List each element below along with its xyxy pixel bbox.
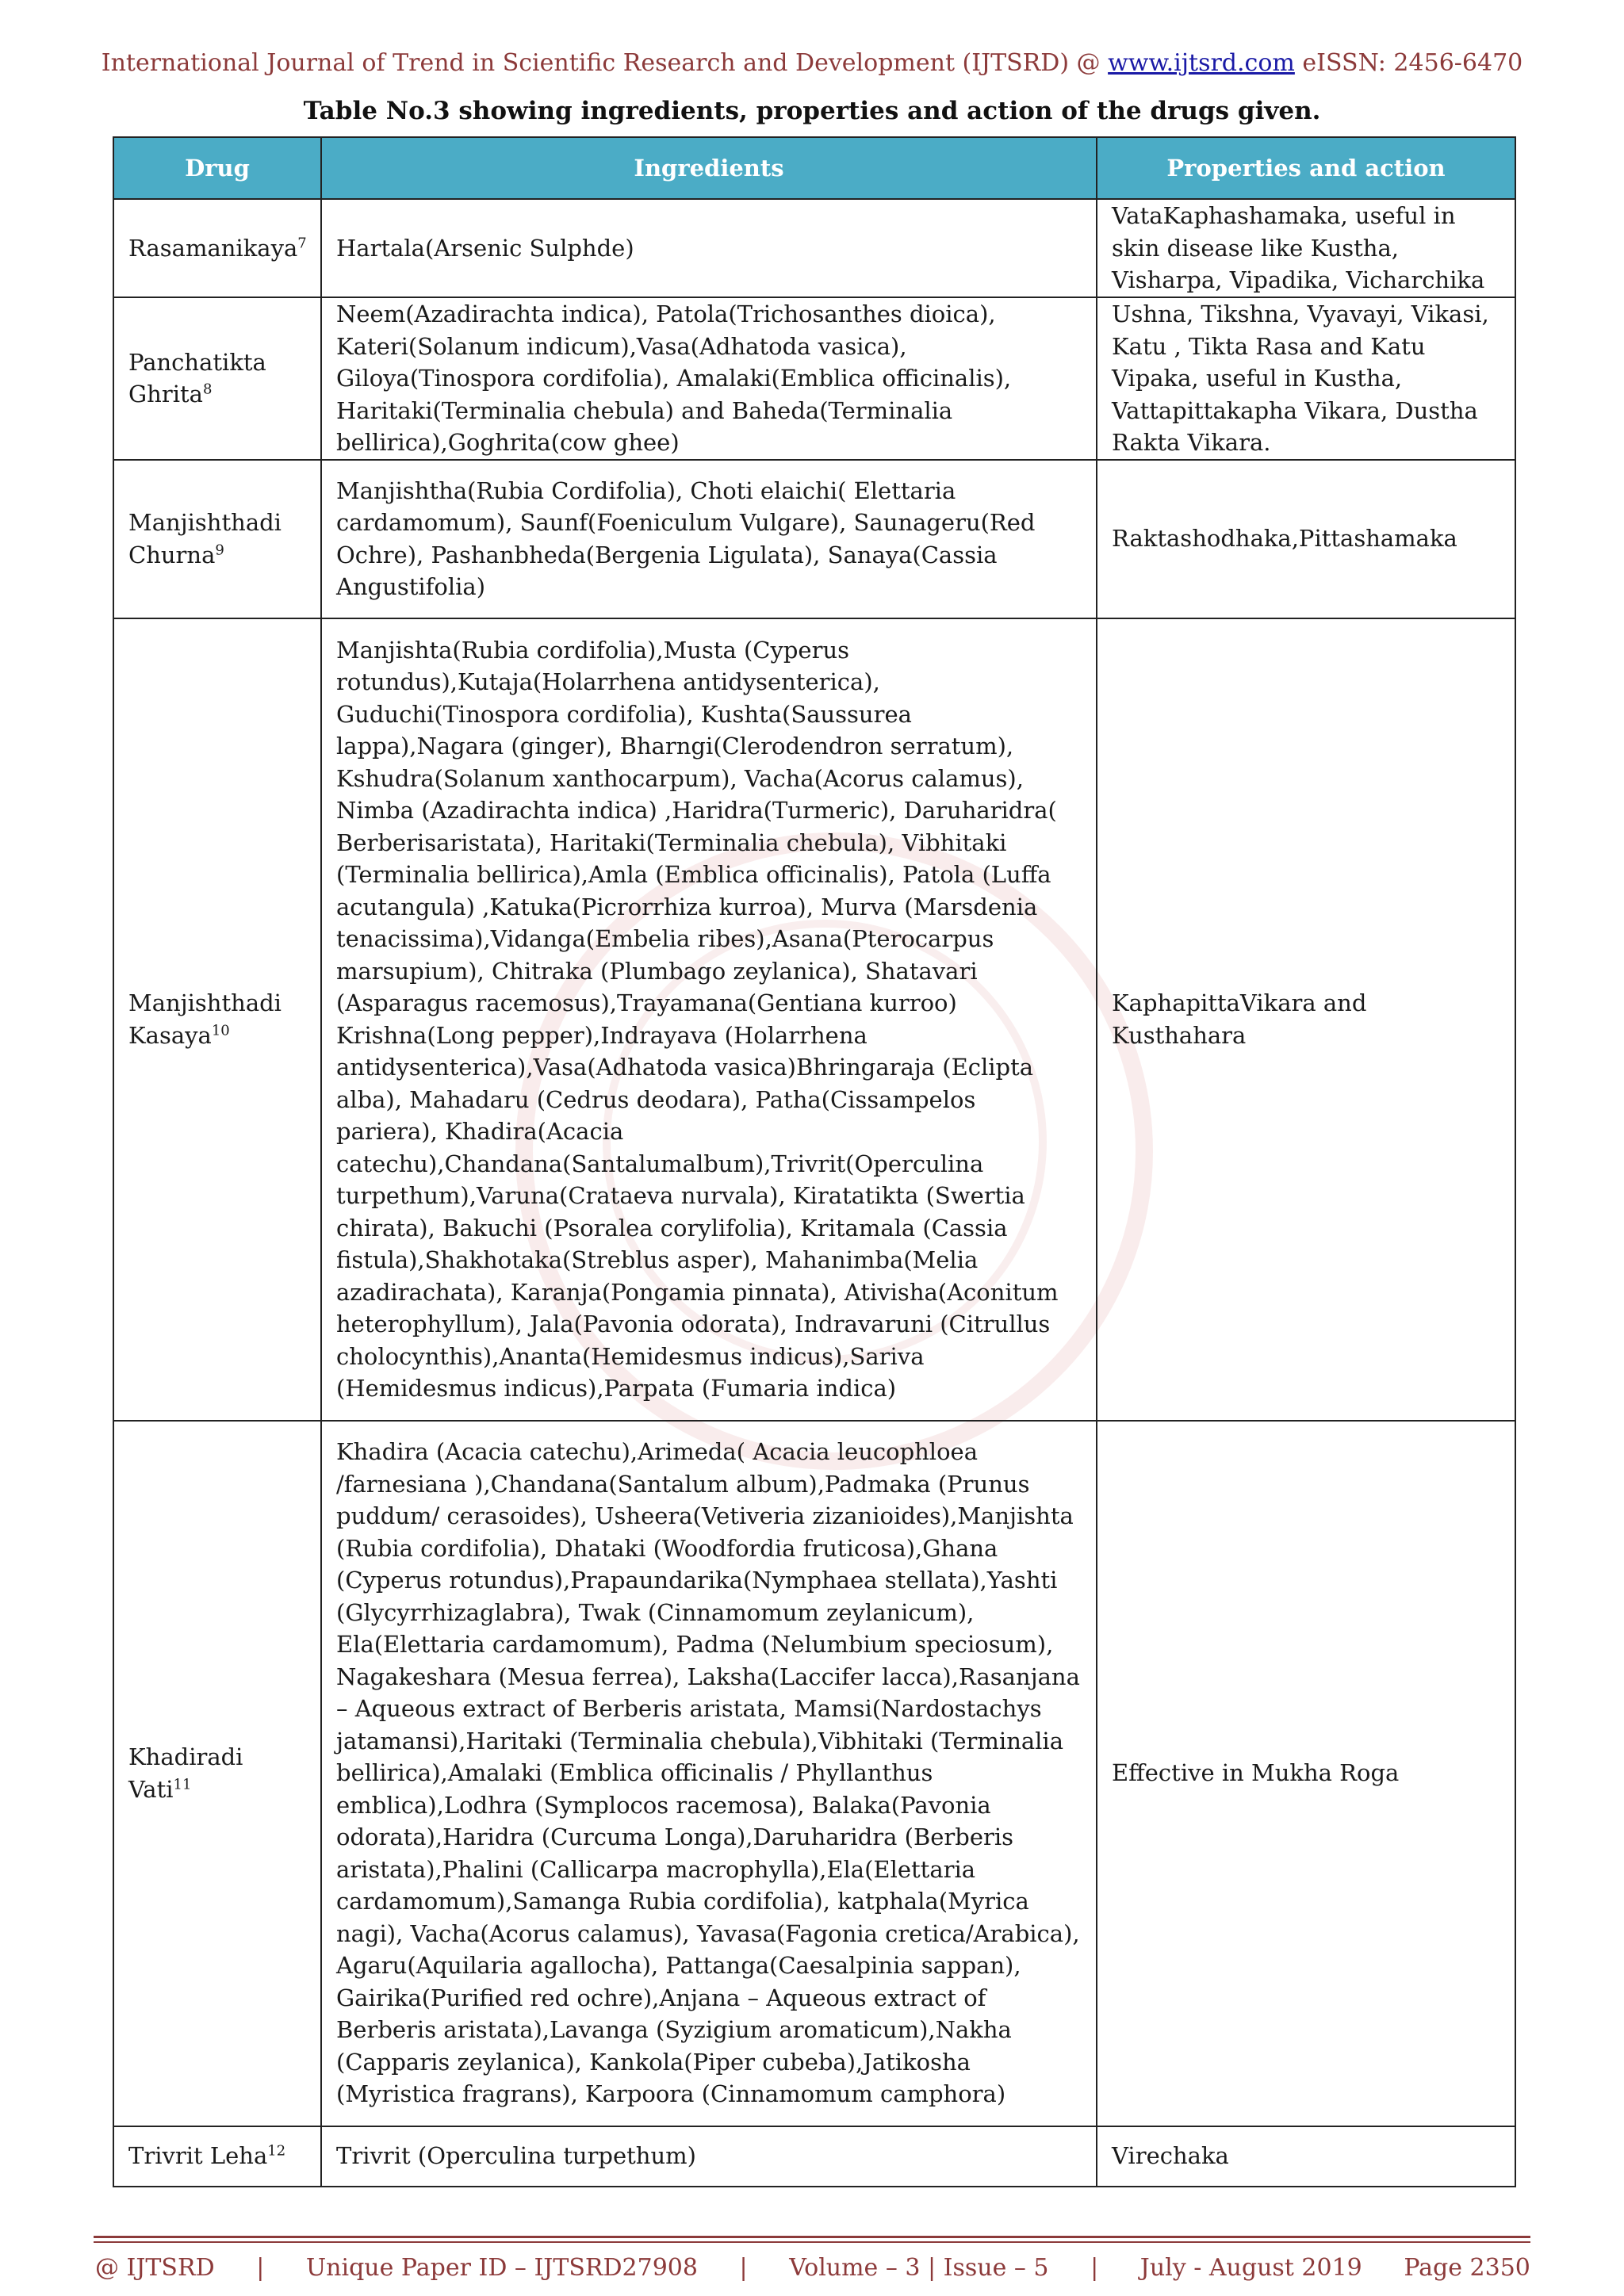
ingredients-cell: Neem(Azadirachta indica), Patola(Trichosanthes dioica), Kateri(Solanum indicum),Vasa(Adhatoda vasica), Giloya(Tinospora cordifolia), Amalaki(Emblica officinalis), Haritaki(Terminalia chebula) and Baheda(Terminalia bellirica),Goghrita(cow ghee) — [321, 297, 1097, 460]
footer-rule-top — [94, 2236, 1530, 2238]
journal-issn: eISSN: 2456-6470 — [1302, 49, 1523, 77]
ingredients-cell: Khadira (Acacia catechu),Arimeda( Acacia leucophloea /farnesiana ),Chandana(Santalum album),Padmaka (Prunus puddum/ cerasoides), Usheera(Vetiveria zizanioides),Manjishta (Rubia cordifolia), Dhataki (Woodfordia fruticosa),Ghana (Cyperus rotundus),Prapaundarika(Nymphaea stellata),Yashti (Glycyrrhizaglabra), Twak (Cinnamomum zeylanicum), Ela(Elettaria cardamomum), Padma (Nelumbium speciosum), Nagakeshara (Mesua ferrea), Laksha(Laccifer lacca),Rasanjana – Aqueous extract of Berberis aristata, Mamsi(Nardostachys jatamansi),Haritaki (Terminalia chebula),Vibhitaki (Terminalia bellirica),Amalaki (Emblica officinalis / Phyllanthus emblica),Lodhra (Symplocos racemosa), Balaka(Pavonia odorata),Haridra (Curcuma Longa),Daruharidra (Berberis aristata),Phalini (Callicarpa macrophylla),Ela(Elettaria cardamomum),Samanga Rubia cordifolia), katphala(Myrica nagi), Vacha(Acorus calamus), Yavasa(Fagonia cretica/Arabica), Agaru(Aquilaria agallocha), Pattanga(Caesalpinia sappan), Gairika(Purified red ochre),Anjana – Aqueous extract of Berberis aristata),Lavanga (Syzigium aromaticum),Nakha (Capparis zeylanica), Kankola(Piper cubeba),Jatikosha (Myristica fragrans), Karpoora (Cinnamomum camphora) — [321, 1421, 1097, 2126]
running-header — [0, 49, 1624, 77]
drug-cell — [113, 199, 321, 297]
drug-name: Panchatikta Ghrita — [128, 348, 266, 408]
footer-separator: | — [1090, 2254, 1099, 2282]
table-caption: Table No.3 showing ingredients, properties and action of the drugs given. — [303, 97, 1321, 125]
ingredients-cell: Trivrit (Operculina turpethum) — [321, 2126, 1097, 2187]
column-header-properties: Properties and action — [1097, 137, 1515, 199]
drug-table — [113, 136, 1516, 2187]
reference-number: 10 — [211, 1021, 230, 1039]
properties-cell: Virechaka — [1097, 2126, 1515, 2187]
running-footer — [95, 2254, 1530, 2282]
reference-number: 7 — [297, 235, 307, 252]
properties-cell: Ushna, Tikshna, Vyavayi, Vikasi, Katu , Tikta Rasa and Katu Vipaka, useful in Kustha, Vattapittakapha Vikara, Dustha Rakta Vikara. — [1097, 297, 1515, 460]
reference-number: 12 — [267, 2142, 286, 2160]
footer-volume: Volume – 3 | Issue – 5 — [789, 2254, 1049, 2282]
properties-cell: Raktashodhaka,Pittashamaka — [1097, 460, 1515, 618]
drug-cell — [113, 297, 321, 460]
footer-date: July - August 2019 — [1139, 2254, 1362, 2282]
footer-separator: | — [739, 2254, 748, 2282]
table-row — [113, 618, 1515, 1421]
table-row — [113, 2126, 1515, 2187]
column-header-ingredients: Ingredients — [321, 137, 1097, 199]
properties-cell: KaphapittaVikara and Kusthahara — [1097, 618, 1515, 1421]
footer-paper-id: Unique Paper ID – IJTSRD27908 — [305, 2254, 698, 2282]
table-row — [113, 460, 1515, 618]
reference-number: 9 — [215, 541, 224, 558]
table-header-row — [113, 137, 1515, 199]
column-header-drug: Drug — [113, 137, 321, 199]
footer-rule-bottom — [94, 2241, 1530, 2243]
reference-number: 11 — [173, 1775, 192, 1793]
drug-cell — [113, 618, 321, 1421]
ingredients-cell: Manjishta(Rubia cordifolia),Musta (Cyperus rotundus),Kutaja(Holarrhena antidysenterica), Guduchi(Tinospora cordifolia), Kushta(Saussurea lappa),Nagara (ginger), Bharngi(Clerodendron serratum), Kshudra(Solanum xanthocarpum), Vacha(Acorus calamus), Nimba (Azadirachta indica) ,Haridra(Turmeric), Daruharidra( Berberisaristata), Haritaki(Terminalia chebula), Vibhitaki (Terminalia bellirica),Amla (Emblica officinalis), Patola (Luffa acutangula) ,Katuka(Picrorrhiza kurroa), Murva (Marsdenia tenacissima),Vidanga(Embelia ribes),Asana(Pterocarpus marsupium), Chitraka (Plumbago zeylanica), Shatavari (Asparagus racemosus),Trayamana(Gentiana kurroo) Krishna(Long pepper),Indrayava (Holarrhena antidysenterica),Vasa(Adhatoda vasica)Bhringaraja (Eclipta alba), Mahadaru (Cedrus deodara), Patha(Cissampelos pariera), Khadira(Acacia catechu),Chandana(Santalumalbum),Trivrit(Operculina turpethum),Varuna(Crataeva nurvala), Kiratatikta (Swertia chirata), Bakuchi (Psoralea corylifolia), Kritamala (Cassia fistula),Shakhotaka(Streblus asper), Mahanimba(Melia azadirachata), Karanja(Pongamia pinnata), Ativisha(Aconitum heterophyllum), Jala(Pavonia odorata), Indravaruni (Citrullus cholocynthis),Ananta(Hemidesmus indicus),Sariva (Hemidesmus indicus),Parpata (Fumaria indica) — [321, 618, 1097, 1421]
drug-name: Manjishthadi Churna — [128, 509, 282, 568]
drug-name: Trivrit Leha — [128, 2142, 268, 2170]
ingredients-cell: Hartala(Arsenic Sulphde) — [321, 199, 1097, 297]
drug-cell — [113, 2126, 321, 2187]
drug-name: Manjishthadi Kasaya — [128, 989, 282, 1049]
table-row — [113, 297, 1515, 460]
drug-cell — [113, 460, 321, 618]
ingredients-cell: Manjishtha(Rubia Cordifolia), Choti elaichi( Elettaria cardamomum), Saunf(Foeniculum Vulgare), Saunageru(Red Ochre), Pashanbheda(Bergenia Ligulata), Sanaya(Cassia Angustifolia) — [321, 460, 1097, 618]
footer-separator: | — [256, 2254, 265, 2282]
drug-name: Rasamanikaya — [128, 234, 298, 262]
footer-brand: @ IJTSRD — [95, 2254, 215, 2282]
journal-name: International Journal of Trend in Scientific Research and Development (IJTSRD) @ — [101, 49, 1101, 77]
journal-url-link[interactable]: www.ijtsrd.com — [1108, 49, 1295, 77]
drug-name: Khadiradi Vati — [128, 1743, 243, 1803]
table-row — [113, 1421, 1515, 2126]
footer-page: Page 2350 — [1404, 2254, 1530, 2282]
properties-cell: VataKaphashamaka, useful in skin disease like Kustha, Visharpa, Vipadika, Vicharchika — [1097, 199, 1515, 297]
drug-cell — [113, 1421, 321, 2126]
properties-cell: Effective in Mukha Roga — [1097, 1421, 1515, 2126]
reference-number: 8 — [202, 381, 213, 398]
table-row — [113, 199, 1515, 297]
